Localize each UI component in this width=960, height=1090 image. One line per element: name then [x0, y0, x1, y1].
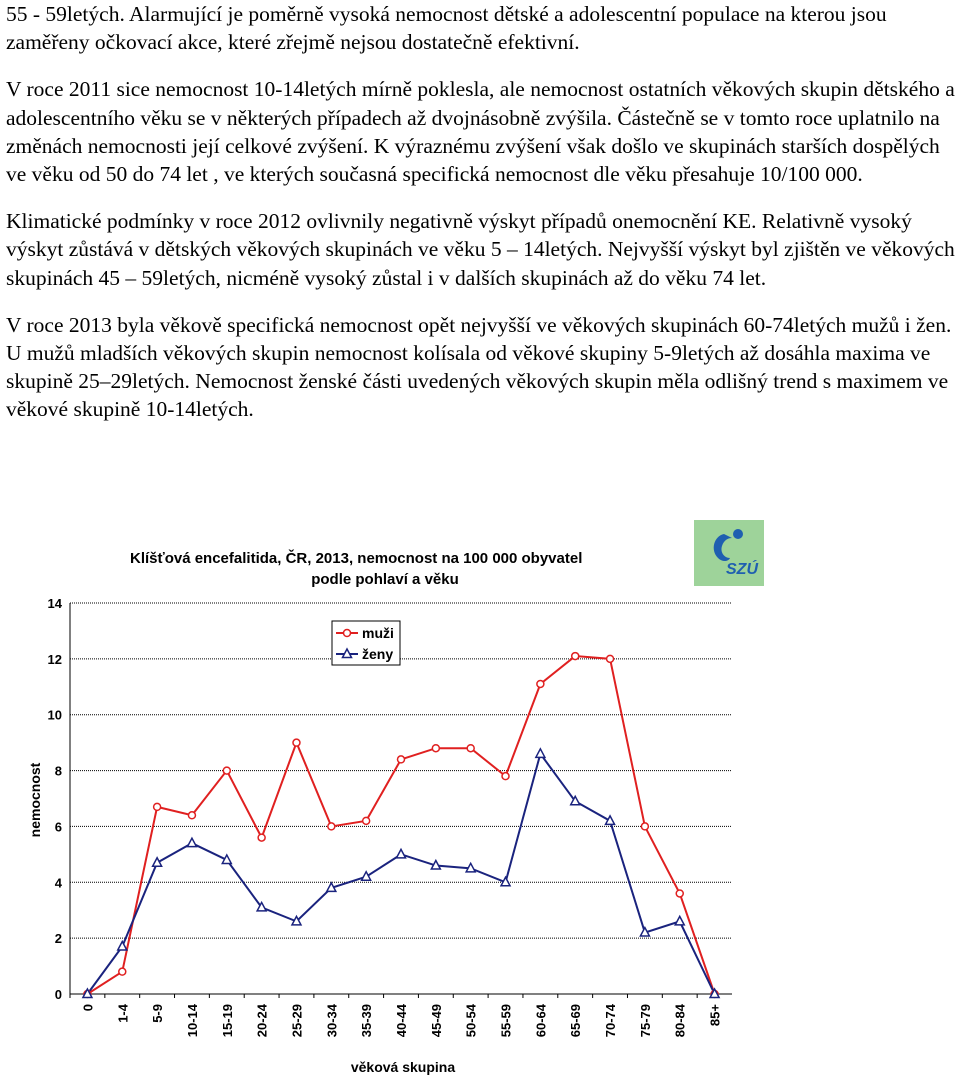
data-point-muzi: [572, 653, 579, 660]
data-point-muzi: [154, 803, 161, 810]
data-point-muzi: [293, 739, 300, 746]
data-point-muzi: [188, 812, 195, 819]
article-text: [6, 0, 956, 424]
data-point-zeny: [536, 749, 545, 758]
y-tick-label: 8: [54, 763, 62, 779]
paragraph-4: V roce 2013 byla věkově specifická nemocnost opět nejvyšší ve věkových skupinách 60-74letých mužů i žen. U mužů mladších věkových skupin nemocnost kolísala od věkové skupiny 5-9letých až dosáhla maxima ve skupině 25–29letých. Nemocnost ženské části uvedených věkových skupin měla odlišný trend s maximem ve věkové skupině 10-14letých.: [6, 312, 952, 422]
data-point-muzi: [607, 655, 614, 662]
paragraph-1: 55 - 59letých. Alarmující je poměrně vysoká nemocnost dětské a adolescentní populace na kterou jsou zaměřeny očkovací akce, které zřejmě nejsou dostatečně efektivní.: [6, 2, 887, 55]
paragraph-3: Klimatické podmínky v roce 2012 ovlivnily negativně výskyt případů onemocnění KE. Relativně vysoký výskyt zůstává v dětských věkových skupinách ve věku 5 – 14letých. Nejvyšší výskyt byl zjištěn ve věkových skupinách 45 – 59letých, nicméně vysoký zůstal i v dalších skupinách až do věku 74 let.: [6, 209, 955, 290]
data-point-muzi: [537, 680, 544, 687]
data-point-muzi: [223, 767, 230, 774]
x-tick-label: 60-64: [533, 1004, 549, 1038]
data-point-zeny: [118, 942, 127, 951]
chart: [0, 520, 960, 1090]
data-point-muzi: [119, 968, 126, 975]
data-point-muzi: [258, 834, 265, 841]
x-tick-label: 10-14: [184, 1004, 200, 1038]
x-tick-label: 75-79: [637, 1004, 653, 1038]
chart-title-line2: podle pohlaví a věku: [311, 571, 459, 588]
y-tick-label: 14: [47, 596, 62, 611]
data-point-muzi: [467, 745, 474, 752]
x-tick-label: 40-44: [394, 1004, 409, 1038]
x-tick-label: 45-49: [428, 1004, 444, 1038]
x-tick-label: 5-9: [150, 1004, 166, 1023]
x-tick-label: 55-59: [498, 1004, 514, 1038]
y-tick-label: 4: [54, 875, 62, 891]
x-tick-label: 35-39: [359, 1004, 375, 1038]
x-tick-label: 30-34: [324, 1004, 340, 1038]
series-line-zeny: [87, 754, 714, 994]
chart-title-line1: Klíšťová encefalitida, ČR, 2013, nemocnost na 100 000 obyvatel: [130, 550, 583, 567]
data-point-zeny: [397, 849, 406, 858]
legend-marker: [344, 630, 351, 637]
x-tick-label: 50-54: [463, 1004, 479, 1038]
x-tick-label: 80-84: [672, 1004, 688, 1038]
data-point-muzi: [363, 817, 370, 824]
logo-text: SZÚ: [726, 561, 758, 578]
x-tick-label: 65-69: [568, 1004, 584, 1038]
paragraph-2: V roce 2011 sice nemocnost 10-14letých mírně poklesla, ale nemocnost ostatních věkových skupin dětského a adolescentního věku se v některých případech až dvojnásobně zvýšila. Částečně se v tomto roce uplatnilo na změnách nemocnosti její celkové zvýšení. K výraznému zvýšení však došlo ve skupinách starších dospělých ve věku od 50 do 74 let , ve kterých současná specifická nemocnost dle věku přesahuje 10/100 000.: [6, 77, 955, 187]
y-axis-label: nemocnost: [27, 762, 43, 838]
legend-label: muži: [362, 625, 394, 641]
y-tick-label: 6: [54, 819, 62, 835]
x-tick-label: 15-19: [219, 1004, 235, 1038]
data-point-zeny: [362, 872, 371, 881]
y-tick-label: 10: [47, 707, 62, 723]
data-point-muzi: [328, 823, 335, 830]
x-tick-label: 25-29: [289, 1004, 305, 1038]
y-tick-label: 12: [47, 651, 62, 667]
data-point-muzi: [641, 823, 648, 830]
data-point-zeny: [187, 838, 196, 847]
series-line-muzi: [87, 656, 714, 994]
x-tick-label: 85+: [707, 1004, 723, 1027]
x-tick-label: 1-4: [115, 1004, 131, 1023]
data-point-muzi: [502, 773, 509, 780]
data-point-zeny: [675, 916, 684, 925]
x-tick-label: 20-24: [254, 1004, 270, 1038]
x-tick-label: 70-74: [603, 1004, 619, 1038]
data-point-muzi: [676, 890, 683, 897]
y-tick-label: 2: [54, 931, 62, 947]
x-tick-label: 0: [80, 1004, 96, 1012]
legend-label: ženy: [362, 646, 394, 662]
x-axis-label: věková skupina: [350, 1059, 456, 1075]
data-point-muzi: [432, 745, 439, 752]
y-tick-label: 0: [54, 987, 62, 1002]
data-point-muzi: [398, 756, 405, 763]
